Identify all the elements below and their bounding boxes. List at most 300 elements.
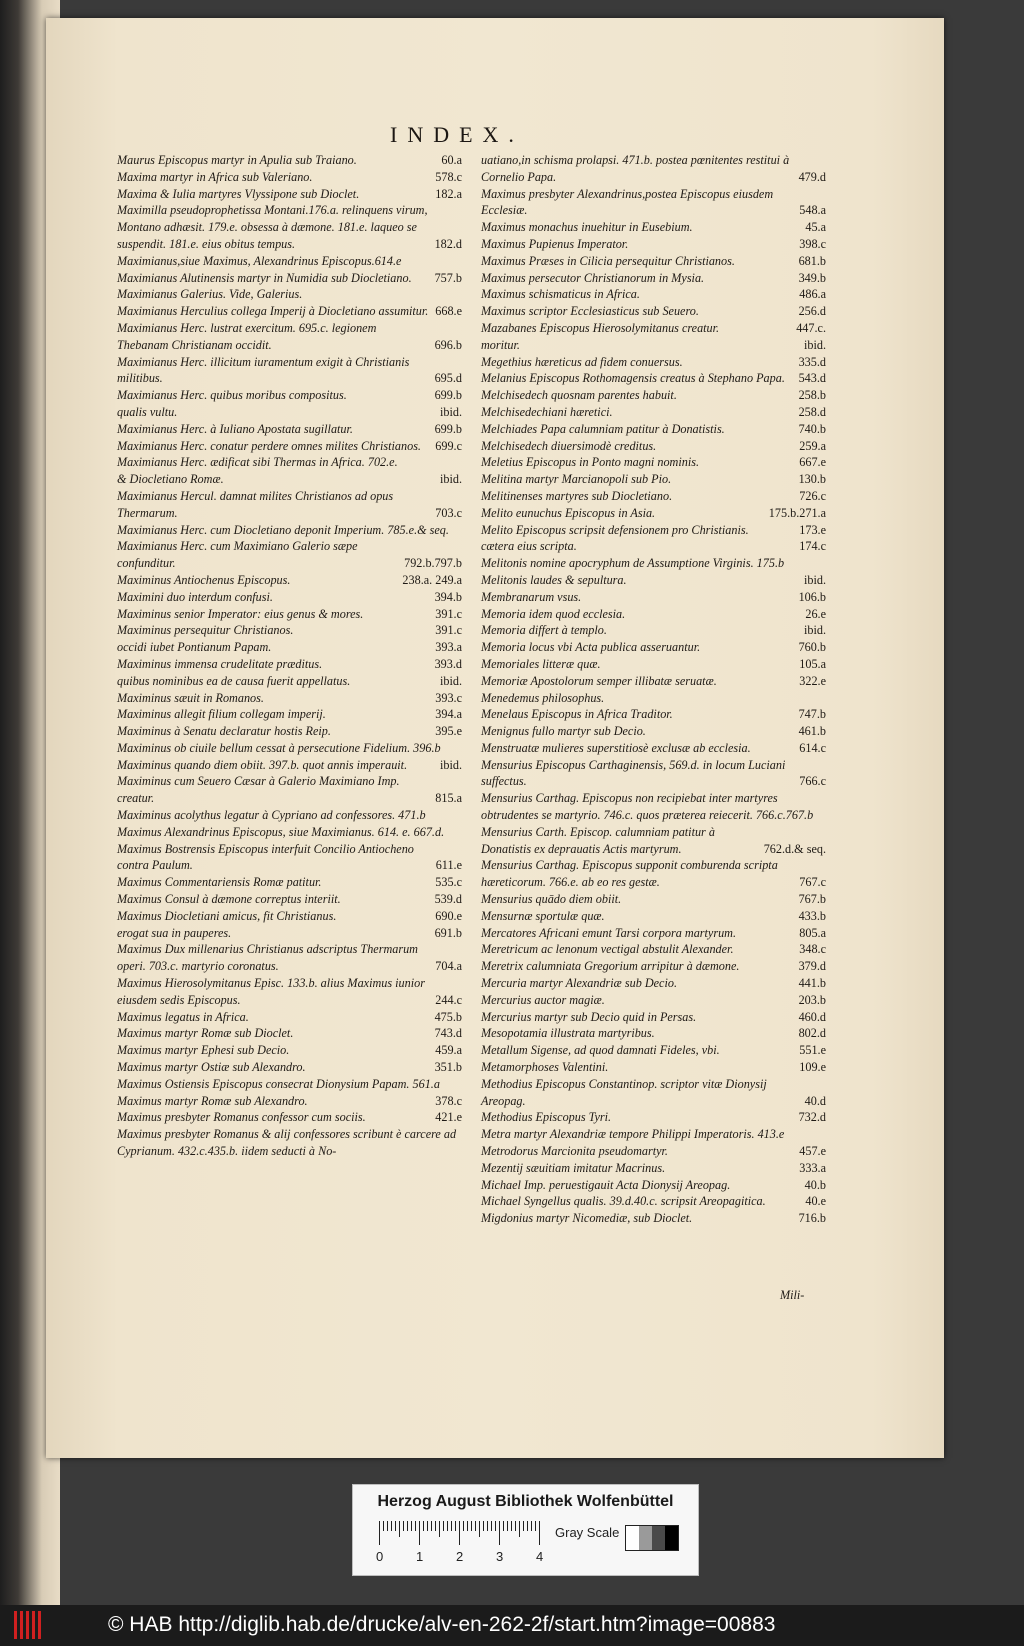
entry-text: Maximianus Hercul. damnat milites Christianos ad opus Thermarum. — [117, 488, 394, 520]
entry-reference: 681.b — [798, 253, 826, 268]
entry-text: cætera eius scripta. — [481, 539, 577, 554]
library-label — [352, 1484, 699, 1576]
index-entry — [117, 723, 462, 740]
gray-scale-label: Gray Scale — [555, 1525, 620, 1540]
ruler-tick — [439, 1521, 440, 1537]
index-entry — [481, 1143, 826, 1160]
entry-text: Mercuria martyr Alexandriæ sub Decio. — [481, 976, 677, 991]
index-entry — [117, 152, 462, 169]
entry-reference: 699.b — [434, 421, 462, 436]
index-entry — [117, 303, 462, 320]
index-entry — [481, 908, 826, 925]
index-entry — [481, 1042, 826, 1059]
entry-text: Maximus Hierosolymitanus Episc. 133.b. alius Maximus iunior eiusdem sedis Episcopus. — [117, 976, 425, 1007]
entry-text: Maximinus allegit filium collegam imperij. — [117, 707, 326, 722]
ruler-tick — [483, 1521, 484, 1531]
entry-reference: 421.e — [435, 1110, 462, 1125]
entry-reference: 433.b — [798, 908, 826, 923]
entry-text: Memoria locus vbi Acta publica asseruantur. — [481, 640, 701, 655]
index-entry — [481, 438, 826, 455]
ruler-tick — [535, 1521, 536, 1531]
index-entry — [481, 421, 826, 438]
entry-text: Metamorphoses Valentini. — [481, 1060, 609, 1075]
ruler-tick — [411, 1521, 412, 1531]
entry-text: Melitina martyr Marcianopoli sub Pio. — [481, 472, 672, 487]
index-entry — [117, 891, 462, 908]
entry-reference: 40.b — [804, 1177, 826, 1192]
ruler-tick — [491, 1521, 492, 1531]
entry-text: Memoriales litteræ quæ. — [481, 656, 601, 671]
index-entry — [481, 757, 826, 791]
entry-reference: 349.b — [798, 270, 826, 285]
index-entry — [117, 908, 462, 925]
entry-reference: 109.e — [799, 1060, 826, 1075]
index-entry — [481, 320, 826, 337]
entry-reference: 173.e — [799, 522, 826, 537]
entry-reference: 394.b — [434, 589, 462, 604]
ruler-tick — [451, 1521, 452, 1531]
index-entry — [481, 1059, 826, 1076]
entry-reference: 703.c — [435, 505, 462, 520]
entry-reference: 258.b — [798, 388, 826, 403]
index-entry — [481, 1076, 826, 1110]
entry-text: Mercurius martyr sub Decio quid in Persas. — [481, 1009, 697, 1024]
index-entry — [481, 471, 826, 488]
entry-reference: 792.b.797.b — [404, 556, 462, 571]
index-entry — [117, 824, 462, 841]
ruler-tick — [399, 1521, 400, 1537]
page-header: INDEX. — [390, 122, 524, 147]
entry-reference: 551.e — [799, 1043, 826, 1058]
index-entry — [481, 404, 826, 421]
index-entry — [117, 656, 462, 673]
entry-text: Maximinus persequitur Christianos. — [117, 623, 294, 638]
entry-text: Maximinus senior Imperator: eius genus & mores. — [117, 606, 364, 621]
entry-text: Meletius Episcopus in Ponto magni nominis. — [481, 455, 700, 470]
entry-reference: 238.a. 249.a — [402, 572, 462, 587]
entry-text: Menedemus philosophus. — [481, 690, 605, 705]
entry-text: Maximus Commentariensis Romæ patitur. — [117, 875, 322, 890]
index-entry — [117, 404, 462, 421]
entry-text: Maximianus Herc. cum Maximiano Galerio sæpe confunditur. — [117, 539, 358, 571]
entry-reference: 60.a — [441, 153, 462, 167]
index-entry — [481, 958, 826, 975]
entry-text: Maximus presbyter Alexandrinus,postea Episcopus eiusdem Ecclesiæ. — [481, 186, 774, 218]
ruler-tick — [507, 1521, 508, 1531]
entry-reference: 668.e — [435, 304, 462, 319]
index-entry — [481, 1210, 826, 1227]
entry-reference: 815.a — [435, 791, 462, 806]
entry-text: Melanius Episcopus Rothomagensis creatus à Stephano Papa. — [481, 371, 785, 386]
index-entry — [481, 975, 826, 992]
index-entry — [117, 471, 462, 488]
index-entry — [117, 589, 462, 606]
entry-text: Memoria idem quod ecclesia. — [481, 606, 626, 621]
entry-text: Mazabanes Episcopus Hierosolymitanus creatur. — [481, 320, 720, 335]
entry-text: Maximianus Herc. quibus moribus compositus. — [117, 388, 347, 403]
entry-reference: 459.a — [435, 1043, 462, 1058]
index-entry — [117, 202, 462, 252]
entry-text: Maximus martyr Ephesi sub Decio. — [117, 1043, 290, 1058]
entry-text: Menelaus Episcopus in Africa Traditor. — [481, 707, 673, 722]
entry-text: erogat sua in pauperes. — [117, 925, 232, 940]
index-entry — [481, 538, 826, 555]
entry-reference: ibid. — [439, 757, 462, 772]
entry-text: Maximus scriptor Ecclesiasticus sub Seuero. — [481, 304, 699, 319]
ruler-tick — [415, 1521, 416, 1531]
ruler-tick — [495, 1521, 496, 1531]
entry-text: Memoriæ Apostolorum semper illibatæ seruatæ. — [481, 673, 717, 688]
entry-text: Memoria differt à templo. — [481, 623, 607, 638]
entry-text: Melchisedechiani hæretici. — [481, 404, 613, 419]
index-entry — [481, 572, 826, 589]
entry-reference: 258.d — [798, 404, 826, 419]
ruler-tick — [499, 1521, 500, 1545]
entry-reference: 182.a — [435, 186, 462, 201]
ruler-tick — [379, 1521, 380, 1545]
ruler-tick — [479, 1521, 480, 1537]
entry-text: Maximus persecutor Christianorum in Mysia. — [481, 270, 705, 285]
entry-text: Maximianus Alutinensis martyr in Numidia sub Diocletiano. — [117, 270, 412, 285]
index-entry — [117, 186, 462, 203]
index-entry — [117, 1093, 462, 1110]
entry-reference: 394.a — [435, 707, 462, 722]
entry-reference: 767.c — [799, 875, 826, 890]
entry-reference: 391.c — [435, 623, 462, 638]
ruler-tick — [511, 1521, 512, 1531]
entry-reference: 716.b — [798, 1211, 826, 1226]
index-entry — [481, 219, 826, 236]
index-entry — [481, 1177, 826, 1194]
entry-reference: 393.d — [434, 656, 462, 671]
gray-step — [639, 1526, 652, 1550]
entry-text: quibus nominibus ea de causa fuerit appellatus. — [117, 673, 351, 688]
index-entry — [117, 1025, 462, 1042]
index-entry — [117, 1126, 462, 1160]
ruler-tick — [467, 1521, 468, 1531]
entry-text: Maximus martyr Romæ sub Alexandro. — [117, 1093, 308, 1108]
entry-text: Melchiades Papa calumniam patitur à Donatistis. — [481, 421, 725, 436]
ruler-number: 0 — [376, 1549, 384, 1564]
index-entry — [117, 1042, 462, 1059]
entry-text: occidi iubet Pontianum Papam. — [117, 640, 272, 655]
entry-text: Maximinus cum Seuero Cæsar à Galerio Maximiano Imp. creatur. — [117, 774, 400, 806]
index-entry — [481, 606, 826, 623]
entry-reference: 696.b — [434, 337, 462, 352]
index-entry — [117, 757, 462, 774]
index-entry — [117, 169, 462, 186]
entry-reference: 479.d — [798, 169, 826, 184]
entry-text: Methodius Episcopus Constantinop. scriptor vitæ Dionysij Areopag. — [481, 1076, 767, 1108]
ruler-tick — [455, 1521, 456, 1531]
index-entry — [481, 656, 826, 673]
entry-reference: 259.a — [799, 438, 826, 453]
index-entry — [481, 941, 826, 958]
index-entry — [481, 387, 826, 404]
index-entry — [117, 488, 462, 522]
index-entry — [117, 1109, 462, 1126]
entry-text: Michael Imp. peruestigauit Acta Dionysij Areopag. — [481, 1177, 731, 1192]
entry-reference: 732.d — [798, 1110, 826, 1125]
entry-text: Maximianus Herc. illicitum iuramentum exigit à Christianis militibus. — [117, 354, 410, 386]
entry-text: Maximus Præses in Cilicia persequitur Christianos. — [481, 253, 735, 268]
index-entry — [481, 488, 826, 505]
ruler-tick — [515, 1521, 516, 1531]
entry-text: Maximinus Antiochenus Episcopus. — [117, 572, 291, 587]
ruler-tick — [447, 1521, 448, 1531]
entry-reference: ibid. — [439, 472, 462, 487]
index-entry — [481, 286, 826, 303]
index-entry — [117, 925, 462, 942]
entry-text: moritur. — [481, 337, 520, 352]
entry-reference: 805.a — [799, 925, 826, 940]
entry-reference: 535.c — [435, 875, 462, 890]
entry-text: Maximianus Herc. conatur perdere omnes milites Christianos. — [117, 438, 421, 453]
entry-reference: 767.b — [798, 892, 826, 907]
footer-bar — [0, 1605, 1024, 1646]
index-entry — [481, 639, 826, 656]
entry-reference: 766.c — [799, 774, 826, 789]
gray-step — [665, 1526, 678, 1550]
entry-reference: 690.e — [435, 908, 462, 923]
ruler-tick — [463, 1521, 464, 1531]
index-entry — [117, 538, 462, 572]
ruler-number: 4 — [536, 1549, 544, 1564]
index-entry — [481, 1025, 826, 1042]
entry-text: Metra martyr Alexandriæ tempore Philippi Imperatoris. 413.e — [481, 1127, 785, 1142]
index-entry — [481, 857, 826, 891]
entry-reference: 461.b — [798, 724, 826, 739]
entry-text: Mensurius Carthag. Episcopus non recipiebat inter martyres obtrudentes se martyrio. 746.c. quos præterea reiecerit. 766.c.767.b — [481, 791, 814, 823]
entry-reference: 699.b — [434, 388, 462, 403]
entry-reference: 457.e — [799, 1144, 826, 1159]
entry-reference: 391.c — [435, 606, 462, 621]
index-entry — [481, 723, 826, 740]
entry-text: Maximus martyr Ostiæ sub Alexandro. — [117, 1060, 306, 1075]
entry-reference: ibid. — [803, 623, 826, 638]
index-entry — [117, 690, 462, 707]
index-entry — [117, 941, 462, 975]
index-entry — [117, 639, 462, 656]
entry-text: Melito Episcopus scripsit defensionem pro Christianis. — [481, 522, 749, 537]
hab-logo-icon — [14, 1611, 46, 1639]
entry-reference: 182.d — [434, 236, 462, 251]
index-entry — [481, 824, 826, 858]
index-entry — [117, 270, 462, 287]
index-entry — [117, 606, 462, 623]
entry-text: Maximinus sæuit in Romanos. — [117, 690, 264, 705]
entry-reference: 447.c. — [796, 320, 826, 335]
index-entry — [481, 253, 826, 270]
entry-text: Maximus Ostiensis Episcopus consecrat Dionysium Papam. 561.a — [117, 1076, 440, 1091]
gray-step — [626, 1526, 639, 1550]
entry-text: Maximus legatus in Africa. — [117, 1009, 249, 1024]
entry-text: Mensurius Carthag. Episcopus supponit comburenda scripta hæreticorum. 766.e. ab eo res gestæ. — [481, 858, 778, 890]
entry-text: Migdonius martyr Nicomediæ, sub Dioclet. — [481, 1211, 693, 1226]
index-entry — [117, 253, 462, 270]
entry-reference: 175.b.271.a — [768, 505, 826, 520]
entry-text: Maximus Pupienus Imperator. — [481, 236, 629, 251]
entry-text: Maximilla pseudoprophetissa Montani.176.a. relinquens virum, Montano adhæsit. 179.e. obsessa à dæmone. 181.e. laqueo se suspendit. 181.e. eius obitus tempus. — [117, 203, 428, 251]
entry-reference: ibid. — [439, 673, 462, 688]
ruler-tick — [383, 1521, 384, 1531]
entry-text: Maximus presbyter Romanus & alij confessores scribunt è carcere ad Cyprianum. 432.c.435.b. iidem seducti à No- — [117, 1127, 457, 1159]
ruler-tick — [527, 1521, 528, 1531]
catchword: Mili- — [780, 1288, 805, 1302]
entry-text: Maximus Dux millenarius Christianus adscriptus Thermarum operi. 703.c. martyrio coronatus. — [117, 942, 418, 974]
index-entry — [481, 622, 826, 639]
ruler-tick — [427, 1521, 428, 1531]
entry-text: Melito eunuchus Episcopus in Asia. — [481, 505, 656, 520]
entry-text: Maximus Alexandrinus Episcopus, siue Maximianus. 614. e. 667.d. — [117, 824, 445, 839]
entry-text: Maxima & Iulia martyres Vlyssipone sub Dioclet. — [117, 186, 360, 201]
entry-text: Maximianus Galerius. Vide, Galerius. — [117, 287, 303, 302]
entry-reference: 760.b — [798, 640, 826, 655]
entry-reference: 460.d — [798, 1009, 826, 1024]
ruler-tick — [419, 1521, 420, 1545]
entry-text: Maximus schismaticus in Africa. — [481, 287, 640, 302]
entry-text: Meretricum ac lenonum vectigal abstulit Alexander. — [481, 942, 734, 957]
index-entry — [117, 1009, 462, 1026]
entry-reference: 106.b — [798, 589, 826, 604]
entry-text: Megethius hæreticus ad fidem conuersus. — [481, 354, 683, 369]
index-entry — [117, 673, 462, 690]
entry-reference: 762.d.& seq. — [763, 841, 826, 856]
index-entry — [481, 186, 826, 220]
entry-reference: 393.a — [435, 640, 462, 655]
entry-text: Mercatores Africani emunt Tarsi corpora martyrum. — [481, 925, 737, 940]
entry-text: qualis vultu. — [117, 404, 178, 419]
index-entry — [481, 454, 826, 471]
index-entry — [117, 1059, 462, 1076]
entry-text: Melitonis nomine apocryphum de Assumptione Virginis. 175.b — [481, 556, 785, 571]
left-index-column — [117, 152, 462, 1160]
entry-reference: 244.c — [435, 992, 462, 1007]
entry-text: Metallum Sigense, ad quod damnati Fideles, vbi. — [481, 1043, 720, 1058]
entry-reference: 802.d — [798, 1026, 826, 1041]
entry-text: Mercurius auctor magiæ. — [481, 992, 605, 1007]
entry-text: Maximianus Herculius collega Imperij à Diocletiano assumitur. — [117, 304, 429, 319]
entry-reference: 543.d — [798, 371, 826, 386]
index-entry — [481, 740, 826, 757]
entry-reference: 441.b — [798, 976, 826, 991]
entry-text: Meretrix calumniata Gregorium arripitur à dæmone. — [481, 959, 740, 974]
index-entry — [481, 1109, 826, 1126]
ruler-tick — [503, 1521, 504, 1531]
entry-text: Menstruatæ mulieres superstitiosè exclusæ ab ecclesia. — [481, 740, 751, 755]
ruler-tick — [391, 1521, 392, 1531]
entry-reference: ibid. — [439, 404, 462, 419]
scale-ruler — [376, 1521, 559, 1564]
index-entry — [117, 354, 462, 388]
entry-reference: 256.d — [798, 304, 826, 319]
index-entry — [117, 522, 462, 539]
ruler-tick — [431, 1521, 432, 1531]
index-entry — [481, 303, 826, 320]
index-entry — [481, 337, 826, 354]
index-entry — [117, 773, 462, 807]
entry-reference: 704.a — [435, 959, 462, 974]
entry-reference: 475.b — [434, 1009, 462, 1024]
entry-reference: 174.c — [799, 539, 826, 554]
index-entry — [481, 589, 826, 606]
entry-reference: 757.b — [434, 270, 462, 285]
entry-text: Maximinus quando diem obiit. 397.b. quot annis imperauit. — [117, 757, 408, 772]
entry-text: Maximianus Herc. lustrat exercitum. 695.c. legionem Thebanam Christianam occidit. — [117, 320, 377, 352]
entry-reference: 379.d — [798, 959, 826, 974]
entry-text: Menignus fullo martyr sub Decio. — [481, 724, 646, 739]
ruler-tick — [471, 1521, 472, 1531]
entry-reference: 699.c — [435, 438, 462, 453]
index-entry — [481, 690, 826, 707]
ruler-tick — [539, 1521, 540, 1545]
entry-reference: 614.c — [799, 740, 826, 755]
entry-text: Melchisedech quosnam parentes habuit. — [481, 388, 677, 403]
ruler-tick — [403, 1521, 404, 1531]
entry-reference: 105.a — [799, 656, 826, 671]
entry-reference: 351.b — [434, 1060, 462, 1075]
index-entry — [481, 1193, 826, 1210]
ruler-tick — [459, 1521, 460, 1545]
ruler-number: 3 — [496, 1549, 504, 1564]
ruler-tick — [443, 1521, 444, 1531]
index-entry — [481, 522, 826, 539]
entry-text: Melitonis laudes & sepultura. — [481, 572, 627, 587]
index-entry — [117, 286, 462, 303]
index-entry — [117, 438, 462, 455]
index-entry — [481, 673, 826, 690]
entry-text: Melchisedech diuersimodè creditus. — [481, 438, 657, 453]
copyright-link[interactable]: © HAB http://diglib.hab.de/drucke/alv-en-262-2f/start.htm?image=00883 — [108, 1613, 776, 1636]
entry-text: Maximianus Herc. à Iuliano Apostata sugillatur. — [117, 421, 353, 436]
entry-text: Membranarum vsus. — [481, 589, 582, 604]
entry-reference: 40.e — [805, 1194, 826, 1209]
entry-text: Maximus martyr Romæ sub Dioclet. — [117, 1026, 294, 1041]
index-entry — [481, 706, 826, 723]
entry-text: Maximianus,siue Maximus, Alexandrinus Episcopus.614.e — [117, 253, 402, 268]
entry-text: Maximinus à Senatu declaratur hostis Reip. — [117, 724, 331, 739]
entry-text: Maximus monachus inuehitur in Eusebium. — [481, 220, 693, 235]
index-entry — [481, 925, 826, 942]
index-entry — [117, 421, 462, 438]
entry-text: Maurus Episcopus martyr in Apulia sub Traiano. — [117, 153, 357, 167]
entry-text: Maximianus Herc. cum Diocletiano deponit Imperium. 785.e.& seq. — [117, 522, 449, 537]
entry-reference: 743.d — [434, 1026, 462, 1041]
entry-text: Metrodorus Marcionita pseudomartyr. — [481, 1144, 668, 1159]
entry-text: Maximianus Herc. ædificat sibi Thermas in Africa. 702.e. — [117, 455, 398, 470]
entry-reference: 740.b — [798, 421, 826, 436]
entry-reference: 398.c — [799, 236, 826, 251]
entry-reference: 26.e — [805, 606, 826, 621]
ruler-tick — [487, 1521, 488, 1531]
ruler-tick — [435, 1521, 436, 1531]
entry-text: Maximus Consul à dæmone correptus interiit. — [117, 892, 341, 907]
ruler-tick — [519, 1521, 520, 1537]
entry-reference: 393.c — [435, 690, 462, 705]
index-entry — [481, 236, 826, 253]
entry-reference: 333.a — [799, 1160, 826, 1175]
ruler-number: 1 — [416, 1549, 424, 1564]
entry-reference: 691.b — [434, 925, 462, 940]
entry-reference: 378.c — [435, 1093, 462, 1108]
entry-reference: 348.c — [799, 942, 826, 957]
entry-reference: 747.b — [798, 707, 826, 722]
entry-reference: ibid. — [803, 572, 826, 587]
gray-step — [652, 1526, 665, 1550]
entry-reference: 726.c — [799, 488, 826, 503]
entry-text: Mensurius Episcopus Carthaginensis, 569.d. in locum Luciani suffectus. — [481, 757, 786, 789]
index-entry — [481, 354, 826, 371]
